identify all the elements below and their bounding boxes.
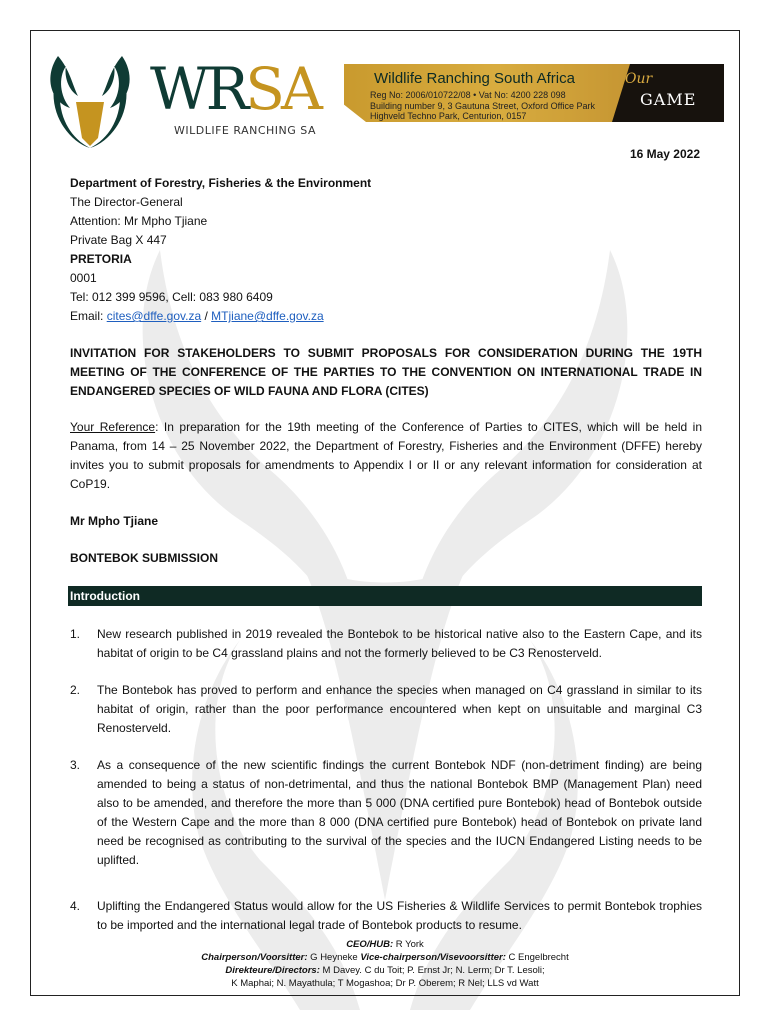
item-number: 3. — [70, 758, 81, 772]
footer-chair-name: G Heyneke — [307, 952, 361, 963]
list-item — [70, 625, 702, 663]
footer-vice-name: C Engelbrecht — [505, 952, 569, 963]
logo-wr-text: WR — [150, 55, 246, 123]
registration-line: Reg No: 2006/010722/08 • Vat No: 4200 228 098 — [370, 90, 566, 100]
kudu-logo-icon — [40, 46, 140, 150]
recipient-city: PRETORIA — [70, 252, 132, 266]
footer-chair-label: Chairperson/Voorsitter: — [201, 952, 308, 963]
list-item — [70, 897, 702, 935]
item-number: 1. — [70, 627, 81, 641]
email-separator: / — [201, 309, 212, 323]
reference-label: Your Reference — [70, 420, 156, 434]
subject-line: BONTEBOK SUBMISSION — [70, 551, 219, 565]
recipient-title: The Director-General — [70, 195, 183, 209]
letter-heading: INVITATION FOR STAKEHOLDERS TO SUBMIT PROPOSALS FOR CONSIDERATION DURING THE 19TH MEETING OF THE CONFERENCE OF THE PARTIES TO THE CONVENTION ON INTERNATIONAL TRADE IN ENDANGERED SPECIES OF WILD FAUNA AND FLORA (CITES) — [70, 346, 702, 398]
address-line-1: Building number 9, 3 Gautuna Street, Oxford Office Park — [370, 101, 595, 111]
footer-vice-label: Vice-chairperson/Visevoorsitter: — [360, 952, 506, 963]
letter-date: 16 May 2022 — [629, 147, 700, 161]
badge-game-text: GAME — [640, 90, 697, 109]
footer-directors-names-1: M Davey. C du Toit; P. Ernst Jr; N. Lerm; Dr T. Lesoli; — [319, 965, 545, 976]
item-text: Uplifting the Endangered Status would allow for the US Fisheries & Wildlife Services to permit Bontebok trophies to be imported and the international legal trade of Bontebok products to resume. — [97, 899, 702, 932]
letter-footer — [30, 938, 740, 990]
item-number: 2. — [70, 683, 81, 697]
item-text: New research published in 2019 revealed the Bontebok to be historical native also to the Eastern Cape, and its habitat of origin to be C4 grassland plains and not the formerly believed to be C3 Renosterveld. — [97, 627, 702, 660]
logo-sa-text: SA — [245, 55, 319, 123]
item-text: The Bontebok has proved to perform and enhance the species when managed on C4 grassland in similar to its habitat of origin, rather than the poor performance encountered when kept on unsuitable and marginal C3 Renosterveld. — [97, 683, 702, 735]
footer-ceo-label: CEO/HUB: — [346, 939, 394, 950]
recipient-address — [70, 174, 371, 326]
recipient-postcode: 0001 — [70, 271, 97, 285]
list-item — [70, 681, 702, 738]
address-line-2: Highveld Techno Park, Centurion, 0157 — [370, 111, 527, 121]
footer-directors-names-2: K Maphai; N. Mayathula; T Mogashoa; Dr P. Oberem; R Nel; LLS vd Watt — [231, 978, 539, 989]
logo-subtitle: WILDLIFE RANCHING SA — [174, 124, 316, 137]
badge-our-text: Our — [625, 71, 653, 87]
reference-text: : In preparation for the 19th meeting of the Conference of Parties to CITES, which will be held in Panama, from 14 – 25 November 2022, the Department of Forestry, Fisheries and the Environment (DFFE) hereby invites you to submit proposals for amendments to Appendix I or II or any relevant information for consideration at CoP19. — [70, 420, 702, 491]
org-name: Wildlife Ranching South Africa — [374, 70, 575, 87]
recipient-attention: Attention: Mr Mpho Tjiane — [70, 214, 208, 228]
item-number: 4. — [70, 899, 81, 913]
recipient-bag: Private Bag X 447 — [70, 233, 167, 247]
footer-directors-label: Direkteure/Directors: — [225, 965, 320, 976]
recipient-email-line — [70, 307, 371, 326]
salutation: Mr Mpho Tjiane — [70, 514, 158, 528]
recipient-department: Department of Forestry, Fisheries & the Environment — [70, 176, 372, 190]
email-link-mtjiane[interactable]: MTjiane@dffe.gov.za — [211, 309, 324, 323]
recipient-tel: Tel: 012 399 9596, Cell: 083 980 6409 — [70, 290, 273, 304]
reference-paragraph — [70, 418, 702, 494]
wrsa-wordmark — [150, 55, 319, 123]
list-item — [70, 756, 702, 870]
email-label: Email: — [70, 309, 107, 323]
email-link-cites[interactable]: cites@dffe.gov.za — [106, 309, 202, 323]
item-text: As a consequence of the new scientific findings the current Bontebok NDF (non-detriment finding) are being amended to being a status of non-detrimental, and thus the national Bontebok BMP (Management Plan) need also to be amended, and therefore the more than 5 000 (DNA certified pure Bontebok) head of Bontebok outside of the Western Cape and the more than 8 000 (DNA certified pure Bontebok) head of Bontebok on private land need be recognised as contributing to the survival of the species and the IUCN Endangered Listing needs to be uplifted. — [97, 758, 702, 867]
section-title-bar: Introduction — [68, 586, 702, 606]
footer-ceo-name: R York — [393, 939, 424, 950]
